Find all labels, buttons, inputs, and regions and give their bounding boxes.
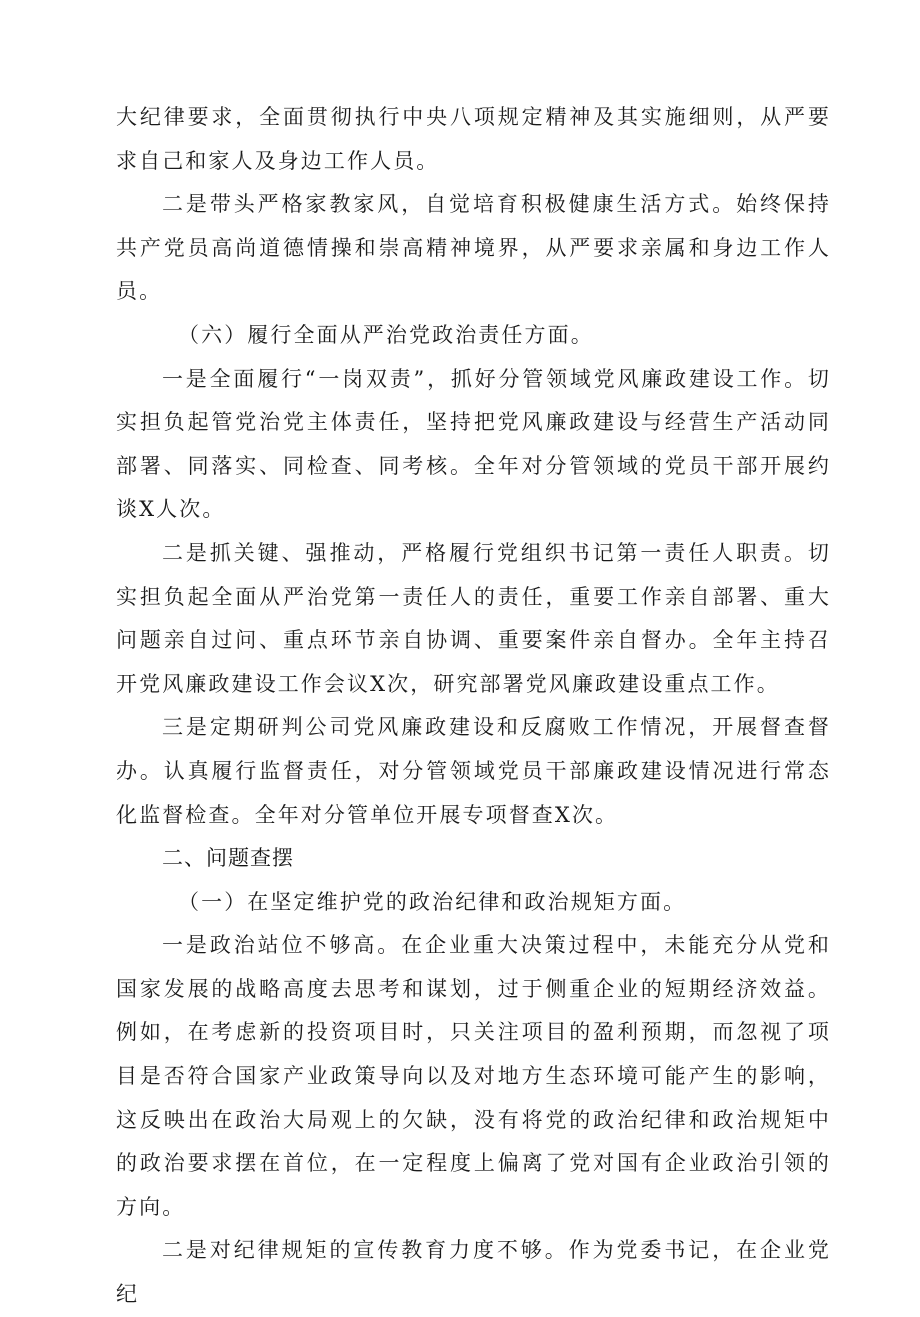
document-page: [116, 96, 831, 1317]
paragraph-family-discipline: 二是带头严格家教家风，自觉培育积极健康生活方式。始终保持共产党员高尚道德情操和崇高精神境界，从严要求亲属和身边工作人员。: [116, 192, 831, 304]
paragraph-first-responsible: 二是抓关键、强推动，严格履行党组织书记第一责任人职责。切实担负起全面从严治党第一责任人的责任，重要工作亲自部署、重大问题亲自过问、重点环节亲自协调、重要案件亲自督办。全年主持召开党风廉政建设工作会议X次，研究部署党风廉政建设重点工作。: [116, 540, 831, 696]
section-heading-problems: 二、问题查摆: [162, 846, 294, 871]
paragraph-one-post-two-duties: 一是全面履行“一岗双责”，抓好分管领域党风廉政建设工作。切实担负起管党治党主体责任，坚持把党风廉政建设与经营生产活动同部署、同落实、同检查、同考核。全年对分管领域的党员干部开展约谈X人次。: [116, 366, 831, 522]
paragraph-political-stance: 一是政治站位不够高。在企业重大决策过程中，未能充分从党和国家发展的战略高度去思考和谋划，过于侧重企业的短期经济效益。例如，在考虑新的投资项目时，只关注项目的盈利预期，而忽视了项目是否符合国家产业政策导向以及对地方生态环境可能产生的影响，这反映出在政治大局观上的欠缺，没有将党的政治纪律和政治规矩中的政治要求摆在首位，在一定程度上偏离了党对国有企业政治引领的方向。: [116, 933, 831, 1219]
paragraph-continuation: 大纪律要求，全面贯彻执行中央八项规定精神及其实施细则，从严要求自己和家人及身边工作人员。: [116, 105, 831, 173]
section-subtitle-one: （一）在坚定维护党的政治纪律和政治规矩方面。: [178, 889, 687, 914]
section-subtitle-six: （六）履行全面从严治党政治责任方面。: [178, 322, 594, 347]
paragraph-education-insufficient: 二是对纪律规矩的宣传教育力度不够。作为党委书记，在企业党纪: [116, 1238, 831, 1307]
paragraph-supervision: 三是定期研判公司党风廉政建设和反腐败工作情况，开展督查督办。认真履行监督责任，对分管领域党员干部廉政建设情况进行常态化监督检查。全年对分管单位开展专项督查X次。: [116, 715, 831, 827]
